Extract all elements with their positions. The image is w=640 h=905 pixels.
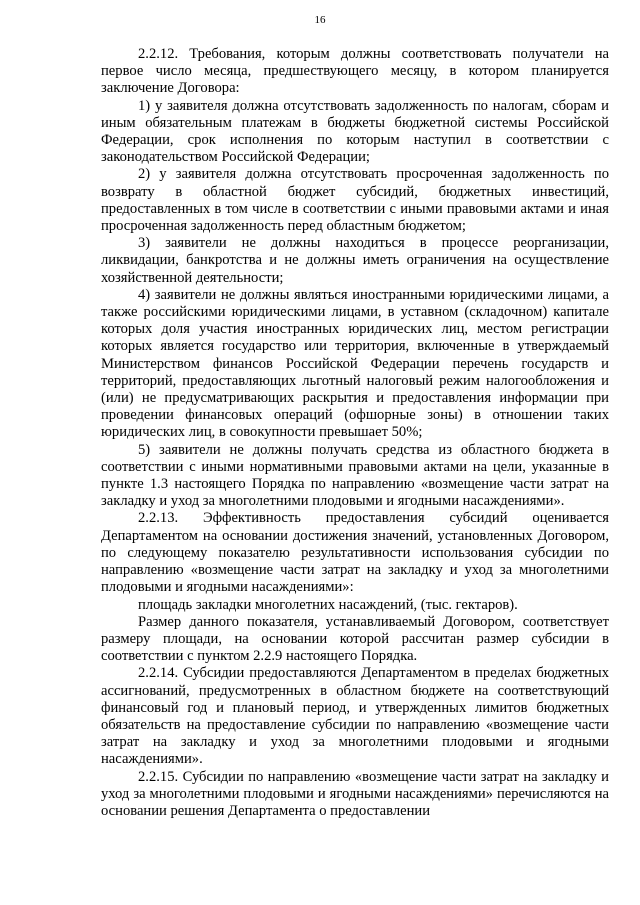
paragraph-indicator: площадь закладки многолетних насаждений, (тыс. гектаров). bbox=[138, 596, 518, 613]
paragraph-2-2-15: 2.2.15. Субсидии по направлению «возмещение части затрат на закладку и уход за многолетними плодовыми и ягодными насаждениями» перечисляются на основании решения Департамента о предоставлении bbox=[101, 768, 609, 819]
paragraph-item-1: 1) у заявителя должна отсутствовать задолженность по налогам, сборам и иным обязательным платежам в бюджеты бюджетной системы Российской Федерации, срок исполнения по которым наступил в соответствии с законодательством Российской Федерации; bbox=[101, 97, 609, 166]
paragraph-2-2-14: 2.2.14. Субсидии предоставляются Департаментом в пределах бюджетных ассигнований, предусмотренных в областном бюджете на соответствующий финансовый год и плановый период, и утвержденных лимитов бюджетных обязательств на предоставление субсидии по направлению «возмещение части затрат на закладку и уход за многолетними плодовыми и ягодными насаждениями». bbox=[101, 665, 609, 768]
paragraph-indicator-size: Размер данного показателя, устанавливаемый Договором, соответствует размеру площади, на основании которой рассчитан размер субсидии в соответствии с пунктом 2.2.9 настоящего Порядка. bbox=[101, 613, 609, 665]
paragraph-item-5: 5) заявители не должны получать средства из областного бюджета в соответствии с иными нормативными правовыми актами на цели, указанные в пункте 1.3 настоящего Порядка по направлению «возмещение части затрат на закладку и уход за многолетними плодовыми и ягодными насаждениями». bbox=[101, 441, 609, 510]
paragraph-2-2-13: 2.2.13. Эффективность предоставления субсидий оценивается Департаментом на основании достижения значений, установленных Договором, по следующему показателю результативности использования субсидии по направлению «возмещение части затрат на закладку и уход за многолетними плодовыми и ягодными насаждениями»: bbox=[101, 510, 609, 596]
paragraph-2-2-12: 2.2.12. Требования, которым должны соответствовать получатели на первое число месяца, предшествующего месяцу, в котором планируется заключение Договора: bbox=[101, 46, 609, 97]
paragraph-item-4: 4) заявители не должны являться иностранными юридическими лицами, а также российскими юридическими лицами, в уставном (складочном) капитале которых доля участия иностранных юридических лиц, местом регистрации которых является государство или территория, включенные в утверждаемый Министерством финансов Российской Федерации перечень государств и территорий, предоставляющих льготный налоговый режим налогообложения и (или) не предусматривающих раскрытия и предоставления информации при проведении финансовых операций (офшорные зоны) в отношении таких юридических лиц, в совокупности превышает 50%; bbox=[101, 286, 609, 441]
page-number: 16 bbox=[314, 14, 326, 26]
paragraph-item-2: 2) у заявителя должна отсутствовать просроченная задолженность по возврату в областной бюджет субсидий, бюджетных инвестиций, предоставленных в том числе в соответствии с иными правовыми актами и иная просроченная задолженность перед областным бюджетом; bbox=[101, 166, 609, 235]
document-body bbox=[101, 46, 609, 820]
paragraph-item-3: 3) заявители не должны находиться в процессе реорганизации, ликвидации, банкротства и не должны иметь ограничения на осуществление хозяйственной деятельности; bbox=[101, 235, 609, 286]
